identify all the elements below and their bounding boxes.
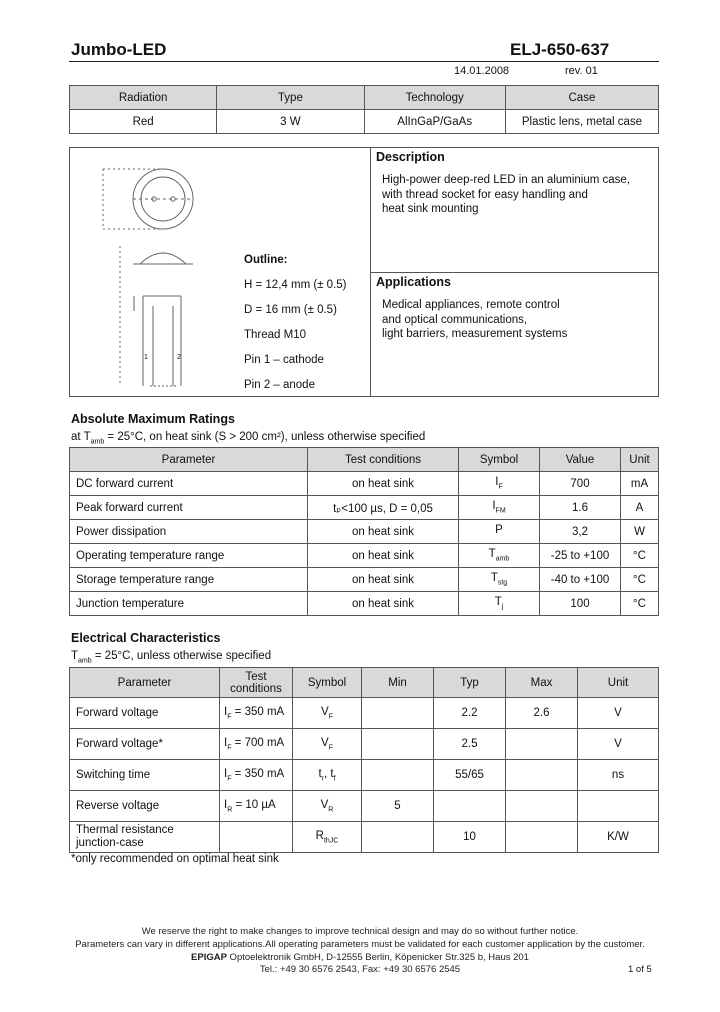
pin-1-label: 1 xyxy=(144,354,148,361)
ec-typ: 55/65 xyxy=(434,760,506,791)
amr-value: 3,2 xyxy=(540,520,621,544)
ec-symbol-sub: thJC xyxy=(323,837,339,845)
applications-heading: Applications xyxy=(376,275,452,289)
ec-typ: 10 xyxy=(434,822,506,853)
amr-header-cell: Value xyxy=(540,448,621,472)
ec-symbol-main-2: , t xyxy=(324,767,334,780)
ec-cond-val: = 10 µA xyxy=(232,798,276,811)
ec-unit: V xyxy=(578,698,659,729)
header-divider xyxy=(69,61,659,62)
amr-unit: °C xyxy=(621,544,659,568)
ec-cond-sub: F xyxy=(227,775,232,783)
ec-symbol-main: R xyxy=(315,829,324,842)
ec-min xyxy=(362,729,434,760)
ec-param: Switching time xyxy=(70,760,220,791)
ec-max xyxy=(506,822,578,853)
ec-unit xyxy=(578,791,659,822)
amr-unit: °C xyxy=(621,568,659,592)
ec-cond-sym: I xyxy=(224,736,228,749)
table-row xyxy=(70,568,659,592)
summary-value-row xyxy=(70,110,659,134)
ec-title: Electrical Characteristics xyxy=(71,631,221,645)
amr-cond: on heat sink xyxy=(308,472,459,496)
outline-panel xyxy=(70,148,371,396)
description-heading: Description xyxy=(376,150,445,164)
ec-min xyxy=(362,822,434,853)
table-row xyxy=(70,544,659,568)
ec-note-suffix: = 25°C, unless otherwise specified xyxy=(91,650,272,662)
part-number: ELJ-650-637 xyxy=(510,40,610,59)
ec-cond xyxy=(220,729,293,760)
outline-height: H = 12,4 mm (± 0.5) xyxy=(244,279,347,291)
footer-parameters-note: Parameters can vary in different applications.All operating parameters must be validated for each customer application by the customer. xyxy=(75,939,645,950)
amr-unit: °C xyxy=(621,592,659,616)
ec-typ: 2.5 xyxy=(434,729,506,760)
description-line: heat sink mounting xyxy=(382,203,479,215)
amr-symbol xyxy=(459,520,540,544)
amr-param: Power dissipation xyxy=(70,520,308,544)
summary-header-cell: Type xyxy=(217,86,364,110)
ec-min: 5 xyxy=(362,791,434,822)
ec-note-sub: amb xyxy=(78,657,92,665)
amr-note-suffix: = 25°C, on heat sink (S > 200 cm²), unless otherwise specified xyxy=(104,431,426,443)
amr-symbol-sub: FM xyxy=(495,507,506,515)
amr-cond: on heat sink xyxy=(308,520,459,544)
ec-min xyxy=(362,760,434,791)
ec-param: Forward voltage* xyxy=(70,729,220,760)
amr-symbol-sub: F xyxy=(498,483,503,491)
ec-cond xyxy=(220,698,293,729)
table-row xyxy=(70,822,659,853)
amr-symbol-main: T xyxy=(494,596,502,609)
amr-unit: mA xyxy=(621,472,659,496)
ec-typ xyxy=(434,791,506,822)
ec-cond-sym: I xyxy=(224,705,228,718)
amr-note-sub: amb xyxy=(90,438,105,446)
amr-unit: W xyxy=(621,520,659,544)
ec-symbol xyxy=(293,760,362,791)
ec-param: Forward voltage xyxy=(70,698,220,729)
amr-cond: on heat sink xyxy=(308,568,459,592)
ec-symbol-sub: r xyxy=(321,775,324,783)
table-row xyxy=(70,698,659,729)
applications-line: Medical appliances, remote control xyxy=(382,299,560,311)
amr-symbol-sub: stg xyxy=(497,579,508,587)
ec-max xyxy=(506,791,578,822)
amr-header-cell: Test conditions xyxy=(308,448,459,472)
ec-symbol-sub: F xyxy=(328,713,333,721)
ec-typ: 2.2 xyxy=(434,698,506,729)
applications-line: light barriers, measurement systems xyxy=(382,328,568,340)
amr-table xyxy=(69,447,659,616)
summary-header-row xyxy=(70,86,659,110)
summary-value-cell: AlInGaP/GaAs xyxy=(364,110,505,134)
ec-header-cell: Unit xyxy=(578,668,659,698)
ec-cond xyxy=(220,822,293,853)
summary-header-cell: Case xyxy=(505,86,658,110)
amr-header-cell: Unit xyxy=(621,448,659,472)
ec-max xyxy=(506,760,578,791)
revision: rev. 01 xyxy=(565,65,598,77)
ec-symbol xyxy=(293,698,362,729)
ec-cond-sub: F xyxy=(227,713,232,721)
ec-cond-val: = 350 mA xyxy=(231,705,285,718)
amr-param: Operating temperature range xyxy=(70,544,308,568)
ec-cond-val: = 700 mA xyxy=(231,736,285,749)
outline-thread: Thread M10 xyxy=(244,329,307,341)
ec-symbol-main: V xyxy=(321,705,329,718)
amr-symbol-main: I xyxy=(495,476,499,489)
ec-symbol-main: V xyxy=(320,798,329,811)
amr-symbol-main: T xyxy=(488,548,496,561)
footer-disclaimer: We reserve the right to make changes to improve technical design and may do so without further notice. xyxy=(141,926,579,937)
ec-note-prefix: T xyxy=(71,650,79,662)
summary-header-cell: Technology xyxy=(364,86,505,110)
amr-symbol xyxy=(459,592,540,616)
ec-header-cell: Symbol xyxy=(293,668,362,698)
ec-cond-sub: R xyxy=(227,806,233,814)
table-row xyxy=(70,729,659,760)
footer-contact: Tel.: +49 30 6576 2543, Fax: +49 30 6576 2545 xyxy=(259,964,461,975)
amr-symbol-main: I xyxy=(492,500,496,513)
amr-value: -40 to +100 xyxy=(540,568,621,592)
table-row xyxy=(70,592,659,616)
amr-param: Peak forward current xyxy=(70,496,308,520)
ec-cond-sym: I xyxy=(224,798,228,811)
description-line: High-power deep-red LED in an aluminium case, xyxy=(382,174,631,186)
table-row xyxy=(70,472,659,496)
ec-symbol-sub: F xyxy=(328,744,333,752)
amr-symbol xyxy=(459,544,540,568)
amr-cond: on heat sink xyxy=(308,544,459,568)
document-title: Jumbo-LED xyxy=(71,40,167,59)
outline-section xyxy=(69,147,659,397)
ec-unit: K/W xyxy=(578,822,659,853)
amr-param: Storage temperature range xyxy=(70,568,308,592)
amr-symbol-main: T xyxy=(490,572,498,585)
amr-value: 100 xyxy=(540,592,621,616)
summary-header-cell: Radiation xyxy=(70,86,217,110)
table-row xyxy=(70,520,659,544)
pin-2-label: 2 xyxy=(177,354,181,361)
ec-cond xyxy=(220,791,293,822)
ec-max: 2.6 xyxy=(506,698,578,729)
document-date: 14.01.2008 xyxy=(454,65,510,77)
ec-unit: V xyxy=(578,729,659,760)
amr-symbol-sub: amb xyxy=(495,555,510,563)
amr-value: -25 to +100 xyxy=(540,544,621,568)
ec-param: Reverse voltage xyxy=(70,791,220,822)
summary-value-cell: Plastic lens, metal case xyxy=(505,110,658,134)
applications-line: and optical communications, xyxy=(382,313,528,326)
ec-header-cell: Parameter xyxy=(70,668,220,698)
amr-param: DC forward current xyxy=(70,472,308,496)
ec-cond-sym: I xyxy=(224,767,228,780)
summary-value-cell: 3 W xyxy=(217,110,364,134)
ec-symbol-sub: R xyxy=(328,806,334,814)
amr-conditions-note xyxy=(71,431,425,445)
amr-header-row xyxy=(70,448,659,472)
amr-header-cell: Parameter xyxy=(70,448,308,472)
amr-symbol xyxy=(459,472,540,496)
description-line: with thread socket for easy handling and xyxy=(382,188,588,201)
ec-param: Thermal resistance junction-case xyxy=(70,822,220,853)
amr-value: 700 xyxy=(540,472,621,496)
description-panel xyxy=(371,148,658,273)
ec-header-row xyxy=(70,668,659,698)
table-row xyxy=(70,760,659,791)
summary-table xyxy=(69,85,659,134)
amr-symbol xyxy=(459,496,540,520)
table-row xyxy=(70,791,659,822)
ec-min xyxy=(362,698,434,729)
amr-symbol-sub: j xyxy=(501,603,504,611)
outline-heading: Outline: xyxy=(244,254,288,266)
summary-value-cell: Red xyxy=(70,110,217,134)
ec-cond-val: = 350 mA xyxy=(231,767,285,780)
ec-header-cell: Min xyxy=(362,668,434,698)
footer-address-text: Optoelektronik GmbH, D-12555 Berlin, Köpenicker Str.325 b, Haus 201 xyxy=(226,952,529,963)
ec-symbol xyxy=(293,729,362,760)
applications-panel xyxy=(371,273,658,396)
ec-symbol xyxy=(293,791,362,822)
ec-symbol-main: V xyxy=(321,736,329,749)
ec-symbol-main: t xyxy=(318,767,322,780)
ec-unit: ns xyxy=(578,760,659,791)
footer-brand: EPIGAP xyxy=(191,952,227,963)
ec-footnote: *only recommended on optimal heat sink xyxy=(71,853,279,865)
amr-unit: A xyxy=(621,496,659,520)
ec-header-cell: Test conditions xyxy=(220,668,293,698)
outline-diameter: D = 16 mm (± 0.5) xyxy=(244,304,337,316)
ec-cond-sub: F xyxy=(227,744,232,752)
ec-symbol xyxy=(293,822,362,853)
ec-max xyxy=(506,729,578,760)
outline-pin1: Pin 1 – cathode xyxy=(244,354,324,366)
footer-address xyxy=(0,952,720,963)
ec-table xyxy=(69,667,659,853)
amr-note-prefix: at T xyxy=(71,431,91,443)
outline-pin2: Pin 2 – anode xyxy=(244,379,315,391)
led-outline-drawing xyxy=(78,156,238,392)
ec-symbol-sub-2: f xyxy=(333,775,336,783)
table-row xyxy=(70,496,659,520)
amr-header-cell: Symbol xyxy=(459,448,540,472)
amr-symbol xyxy=(459,568,540,592)
amr-param: Junction temperature xyxy=(70,592,308,616)
ec-conditions-note xyxy=(71,650,271,664)
amr-title: Absolute Maximum Ratings xyxy=(71,412,235,426)
ec-cond xyxy=(220,760,293,791)
ec-header-cell: Typ xyxy=(434,668,506,698)
ec-header-cell: Max xyxy=(506,668,578,698)
amr-value: 1.6 xyxy=(540,496,621,520)
amr-cond: tₚ<100 µs, D = 0,05 xyxy=(308,496,459,520)
page-number: 1 of 5 xyxy=(628,964,652,975)
amr-cond: on heat sink xyxy=(308,592,459,616)
amr-symbol-main: P xyxy=(495,524,503,537)
